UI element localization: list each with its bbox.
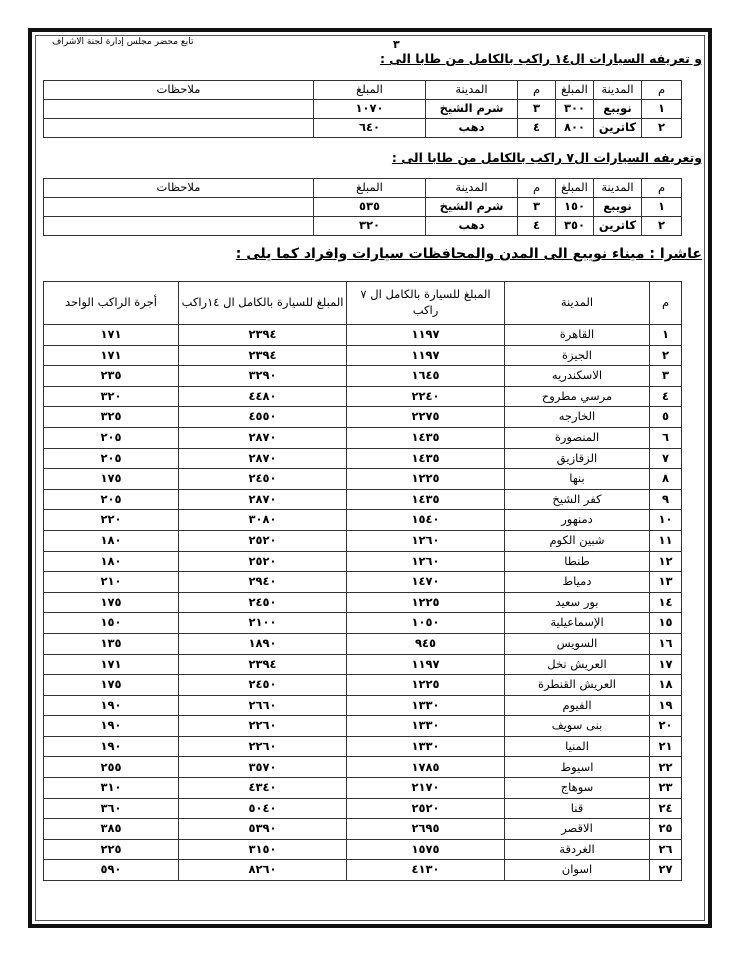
header-cell: المدينة	[426, 179, 518, 198]
table-cell: الإسماعيلية	[505, 613, 650, 634]
table-row	[44, 427, 682, 448]
header-cell: المبلغ	[556, 179, 594, 198]
table-cell: ١٥٠	[556, 198, 594, 217]
table-cell: ٣٢٠	[44, 386, 179, 407]
table-cell: شبين الكوم	[505, 530, 650, 551]
table-cell: ١١٩٧	[347, 325, 505, 346]
table-cell: ١٧	[650, 654, 682, 675]
table-cell: ١٧٥	[44, 675, 179, 696]
table-cell: ٢١٧٠	[347, 778, 505, 799]
table-cell: ٥٩٠	[44, 860, 179, 881]
table-row	[44, 469, 682, 490]
table-cell: ١٥٠	[44, 613, 179, 634]
header-cell: أجرة الراكب الواحد	[44, 282, 179, 325]
table-cell: ٢٣٩٤	[179, 654, 347, 675]
table-cell: شرم الشيخ	[426, 100, 518, 119]
table-row	[44, 489, 682, 510]
table-cell: ٢	[650, 345, 682, 366]
table-cell: المنصورة	[505, 427, 650, 448]
table-cell: ١٨٠	[44, 551, 179, 572]
table-cell: ١٠٧٠	[314, 100, 426, 119]
table-cell: ٤	[650, 386, 682, 407]
table-cell: ٥٠٤٠	[179, 798, 347, 819]
table-row	[44, 510, 682, 531]
table-row	[44, 695, 682, 716]
table-row	[44, 798, 682, 819]
table-cell: ١	[642, 198, 682, 217]
table-cell: ٢	[642, 119, 682, 138]
table-cell: بنها	[505, 469, 650, 490]
page-number: ٣	[393, 38, 400, 51]
table-cell	[44, 198, 314, 217]
header-cell: ملاحظات	[44, 179, 314, 198]
table-cell: ٢٥٢٠	[347, 798, 505, 819]
table-cell: نويبع	[594, 198, 642, 217]
table-cell: ١٤	[650, 592, 682, 613]
header-cell: م	[650, 282, 682, 325]
table-cell: ٩٤٥	[347, 633, 505, 654]
table-cell: ٢٢٦٠	[179, 736, 347, 757]
table-cell	[44, 100, 314, 119]
table-cell: الاقصر	[505, 819, 650, 840]
table-cell: ٢٨٧٠	[179, 448, 347, 469]
table-row	[44, 217, 682, 236]
table-row	[44, 613, 682, 634]
table-header-row	[44, 81, 682, 100]
table-cell: ٢٦٦٠	[179, 695, 347, 716]
table-cell: ٢٥	[650, 819, 682, 840]
table-cell: ٤	[518, 217, 556, 236]
table-cell: كفر الشيخ	[505, 489, 650, 510]
table-cell: ٣٥٠	[556, 217, 594, 236]
table-cell: ٣٢٩٠	[179, 366, 347, 387]
table-cell: دمنهور	[505, 510, 650, 531]
table-cell: ٢٠٥	[44, 427, 179, 448]
table-cell: ٣٠٠	[556, 100, 594, 119]
table-header-row	[44, 179, 682, 198]
table-cell: ٣١٠	[44, 778, 179, 799]
table-cell: العريش القنطرة	[505, 675, 650, 696]
section-14-title: و تعريفه السيارات ال١٤ راكب بالكامل من طابا الى :	[379, 51, 702, 66]
table-cell: مرسي مطروح	[505, 386, 650, 407]
table-cell: ٢٥٢٠	[179, 551, 347, 572]
header-cell: المدينة	[426, 81, 518, 100]
table-cell: دهب	[426, 119, 518, 138]
table-cell: ١٨٠	[44, 530, 179, 551]
table-cell: ١٣٣٠	[347, 736, 505, 757]
table-cell: ١٧١	[44, 325, 179, 346]
table-cell: ١٩٠	[44, 736, 179, 757]
table-row	[44, 551, 682, 572]
table-cell: ٢١	[650, 736, 682, 757]
table-cell: ٢٣٩٤	[179, 325, 347, 346]
table-cell: ٢٤٥٠	[179, 469, 347, 490]
table-cell: ٣	[518, 198, 556, 217]
table-cell: ١٣٥	[44, 633, 179, 654]
table-row	[44, 386, 682, 407]
table-cell: ١	[650, 325, 682, 346]
table-row	[44, 325, 682, 346]
table-cell: ٢٨٧٠	[179, 489, 347, 510]
table-row	[44, 407, 682, 428]
table-cell: ١٧١	[44, 654, 179, 675]
table-row	[44, 839, 682, 860]
table-cell: ٨	[650, 469, 682, 490]
table-cell: ١٠	[650, 510, 682, 531]
header-cell: المبلغ للسيارة بالكامل ال ١٤راكب	[179, 282, 347, 325]
table-cell: ٢٩٤٠	[179, 572, 347, 593]
table-cell: ٢١٠	[44, 572, 179, 593]
table-cell: ١٢	[650, 551, 682, 572]
table-cell: ٢٤٥٠	[179, 592, 347, 613]
table-cell: ٢٣٩٤	[179, 345, 347, 366]
table-cell: ١٣٣٠	[347, 695, 505, 716]
table-cell: ٣٢٠	[314, 217, 426, 236]
table-cell: ١٩٠	[44, 695, 179, 716]
table-cell: ٢٧	[650, 860, 682, 881]
table-cell: ٢٢٠	[44, 510, 179, 531]
table-cell: ٣	[518, 100, 556, 119]
table-cell: ٢٢٤٠	[347, 386, 505, 407]
table-row	[44, 345, 682, 366]
table-cell: ٨٠٠	[556, 119, 594, 138]
table-cell: ١٤٣٥	[347, 448, 505, 469]
table-cell: ٢٠٥	[44, 448, 179, 469]
table-cell: شرم الشيخ	[426, 198, 518, 217]
table-row	[44, 654, 682, 675]
table-cell: ٣٥٧٠	[179, 757, 347, 778]
table-cell: ٤	[518, 119, 556, 138]
header-cell: المدينة	[505, 282, 650, 325]
table-cell: ١	[642, 100, 682, 119]
table-cell: ٢٣٥	[44, 366, 179, 387]
table-cell: قنا	[505, 798, 650, 819]
table-cell: ١٥	[650, 613, 682, 634]
table-cell: العريش نخل	[505, 654, 650, 675]
table-cell: ٤٤٨٠	[179, 386, 347, 407]
table-cell: ٢٥٢٠	[179, 530, 347, 551]
table-cell: ٢٤	[650, 798, 682, 819]
table-cell: ٤٣٤٠	[179, 778, 347, 799]
table-cell: ١٣٣٠	[347, 716, 505, 737]
section-10-title: عاشرا : ميناء نويبع الى المدن والمحافظات سيارات وافراد كما يلى :	[235, 246, 702, 262]
table-cell: السويس	[505, 633, 650, 654]
table-7-passenger	[43, 178, 682, 236]
table-cell: الفيوم	[505, 695, 650, 716]
table-cell: ٣٨٥	[44, 819, 179, 840]
header-cell: م	[642, 179, 682, 198]
table-cell: ٢٨٧٠	[179, 427, 347, 448]
table-cell	[44, 217, 314, 236]
header-cell: ملاحظات	[44, 81, 314, 100]
table-row	[44, 530, 682, 551]
table-cell: سوهاج	[505, 778, 650, 799]
table-row	[44, 860, 682, 881]
table-cell: ٤١٣٠	[347, 860, 505, 881]
header-cell: المبلغ	[314, 81, 426, 100]
table-cell: ١٧١	[44, 345, 179, 366]
table-cell: ١٢٦٠	[347, 551, 505, 572]
table-row	[44, 716, 682, 737]
table-cell: ١٩	[650, 695, 682, 716]
table-cell: ١٢٦٠	[347, 530, 505, 551]
table-cell: ١١	[650, 530, 682, 551]
table-cell: الخارجه	[505, 407, 650, 428]
table-cell: ١٧٥	[44, 592, 179, 613]
table-cell: ٢٢	[650, 757, 682, 778]
table-cell: ١٢٢٥	[347, 592, 505, 613]
header-cell: المدينة	[594, 81, 642, 100]
table-cell: الزقازيق	[505, 448, 650, 469]
table-cell	[44, 119, 314, 138]
table-cell: ٦٤٠	[314, 119, 426, 138]
table-row	[44, 736, 682, 757]
table-cell: ٢٢٦٠	[179, 716, 347, 737]
table-header-row	[44, 282, 682, 325]
table-cell: ١١٩٧	[347, 345, 505, 366]
table-row	[44, 819, 682, 840]
table-cell: ٤٥٥٠	[179, 407, 347, 428]
table-cell: دمياط	[505, 572, 650, 593]
table-cell: ٥	[650, 407, 682, 428]
table-cell: اسيوط	[505, 757, 650, 778]
table-cell: ١٥٧٥	[347, 839, 505, 860]
table-cell: طنطا	[505, 551, 650, 572]
table-row	[44, 633, 682, 654]
table-cell: بور سعيد	[505, 592, 650, 613]
header-cell: المبلغ	[314, 179, 426, 198]
header-cell: م	[642, 81, 682, 100]
table-cell: اسوان	[505, 860, 650, 881]
table-row	[44, 592, 682, 613]
table-cell: ١٨	[650, 675, 682, 696]
table-cell: ١١٩٧	[347, 654, 505, 675]
table-cell: ٣١٥٠	[179, 839, 347, 860]
table-row	[44, 198, 682, 217]
table-cell: ٢٦	[650, 839, 682, 860]
table-row	[44, 119, 682, 138]
table-cell: ٥٣٥	[314, 198, 426, 217]
table-cell: ٦	[650, 427, 682, 448]
table-row	[44, 757, 682, 778]
table-cell: ٢	[642, 217, 682, 236]
table-14-passenger	[43, 80, 682, 138]
table-cell: ٢٥٥	[44, 757, 179, 778]
table-cell: ١٦	[650, 633, 682, 654]
header-cell: م	[518, 179, 556, 198]
table-cell: ١٢٢٥	[347, 469, 505, 490]
header-cell: المبلغ للسيارة بالكامل ال ٧ راكب	[347, 282, 505, 325]
table-cell: الجيزة	[505, 345, 650, 366]
table-cell: ١٩٠	[44, 716, 179, 737]
table-cell: ٣	[650, 366, 682, 387]
table-cell: دهب	[426, 217, 518, 236]
table-cell: ١٤٧٠	[347, 572, 505, 593]
table-cell: ٢٢٧٥	[347, 407, 505, 428]
table-cell: ١٢٢٥	[347, 675, 505, 696]
table-cell: ١٧٨٥	[347, 757, 505, 778]
table-cell: بنى سويف	[505, 716, 650, 737]
table-cell: نويبع	[594, 100, 642, 119]
table-cell: ١٧٥	[44, 469, 179, 490]
table-cell: ١٤٣٥	[347, 427, 505, 448]
table-cell: القاهرة	[505, 325, 650, 346]
table-cell: ١٥٤٠	[347, 510, 505, 531]
table-cell: ٣٢٥	[44, 407, 179, 428]
table-row	[44, 572, 682, 593]
table-cell: المنيا	[505, 736, 650, 757]
table-row	[44, 448, 682, 469]
table-row	[44, 778, 682, 799]
table-cell: ٢١٠٠	[179, 613, 347, 634]
header-cell: المدينة	[594, 179, 642, 198]
table-nuweiba-fares	[43, 281, 682, 881]
table-cell: ٢٠٥	[44, 489, 179, 510]
table-cell: ١٤٣٥	[347, 489, 505, 510]
header-cell: م	[518, 81, 556, 100]
table-cell: ٢٣	[650, 778, 682, 799]
table-row	[44, 100, 682, 119]
table-row	[44, 366, 682, 387]
table-cell: ٢٠	[650, 716, 682, 737]
section-7-title: وتعريفه السيارات ال٧ راكب بالكامل من طابا الى :	[391, 150, 702, 165]
table-cell: ٨٢٦٠	[179, 860, 347, 881]
table-cell: ٣٠٨٠	[179, 510, 347, 531]
table-cell: ٢٤٥٠	[179, 675, 347, 696]
table-cell: ٧	[650, 448, 682, 469]
table-cell: كاترين	[594, 119, 642, 138]
running-header: تابع محضر مجلس إدارة لجنة الاشراف	[52, 37, 194, 47]
table-cell: ١٣	[650, 572, 682, 593]
table-cell: ٥٣٩٠	[179, 819, 347, 840]
header-cell: المبلغ	[556, 81, 594, 100]
table-cell: الغردقة	[505, 839, 650, 860]
table-cell: ٩	[650, 489, 682, 510]
table-cell: ١٦٤٥	[347, 366, 505, 387]
table-cell: كاترين	[594, 217, 642, 236]
table-row	[44, 675, 682, 696]
table-cell: ٢٢٥	[44, 839, 179, 860]
table-cell: ٢٦٩٥	[347, 819, 505, 840]
table-cell: ٣٦٠	[44, 798, 179, 819]
table-cell: الاسكندريه	[505, 366, 650, 387]
table-cell: ١٠٥٠	[347, 613, 505, 634]
table-cell: ١٨٩٠	[179, 633, 347, 654]
